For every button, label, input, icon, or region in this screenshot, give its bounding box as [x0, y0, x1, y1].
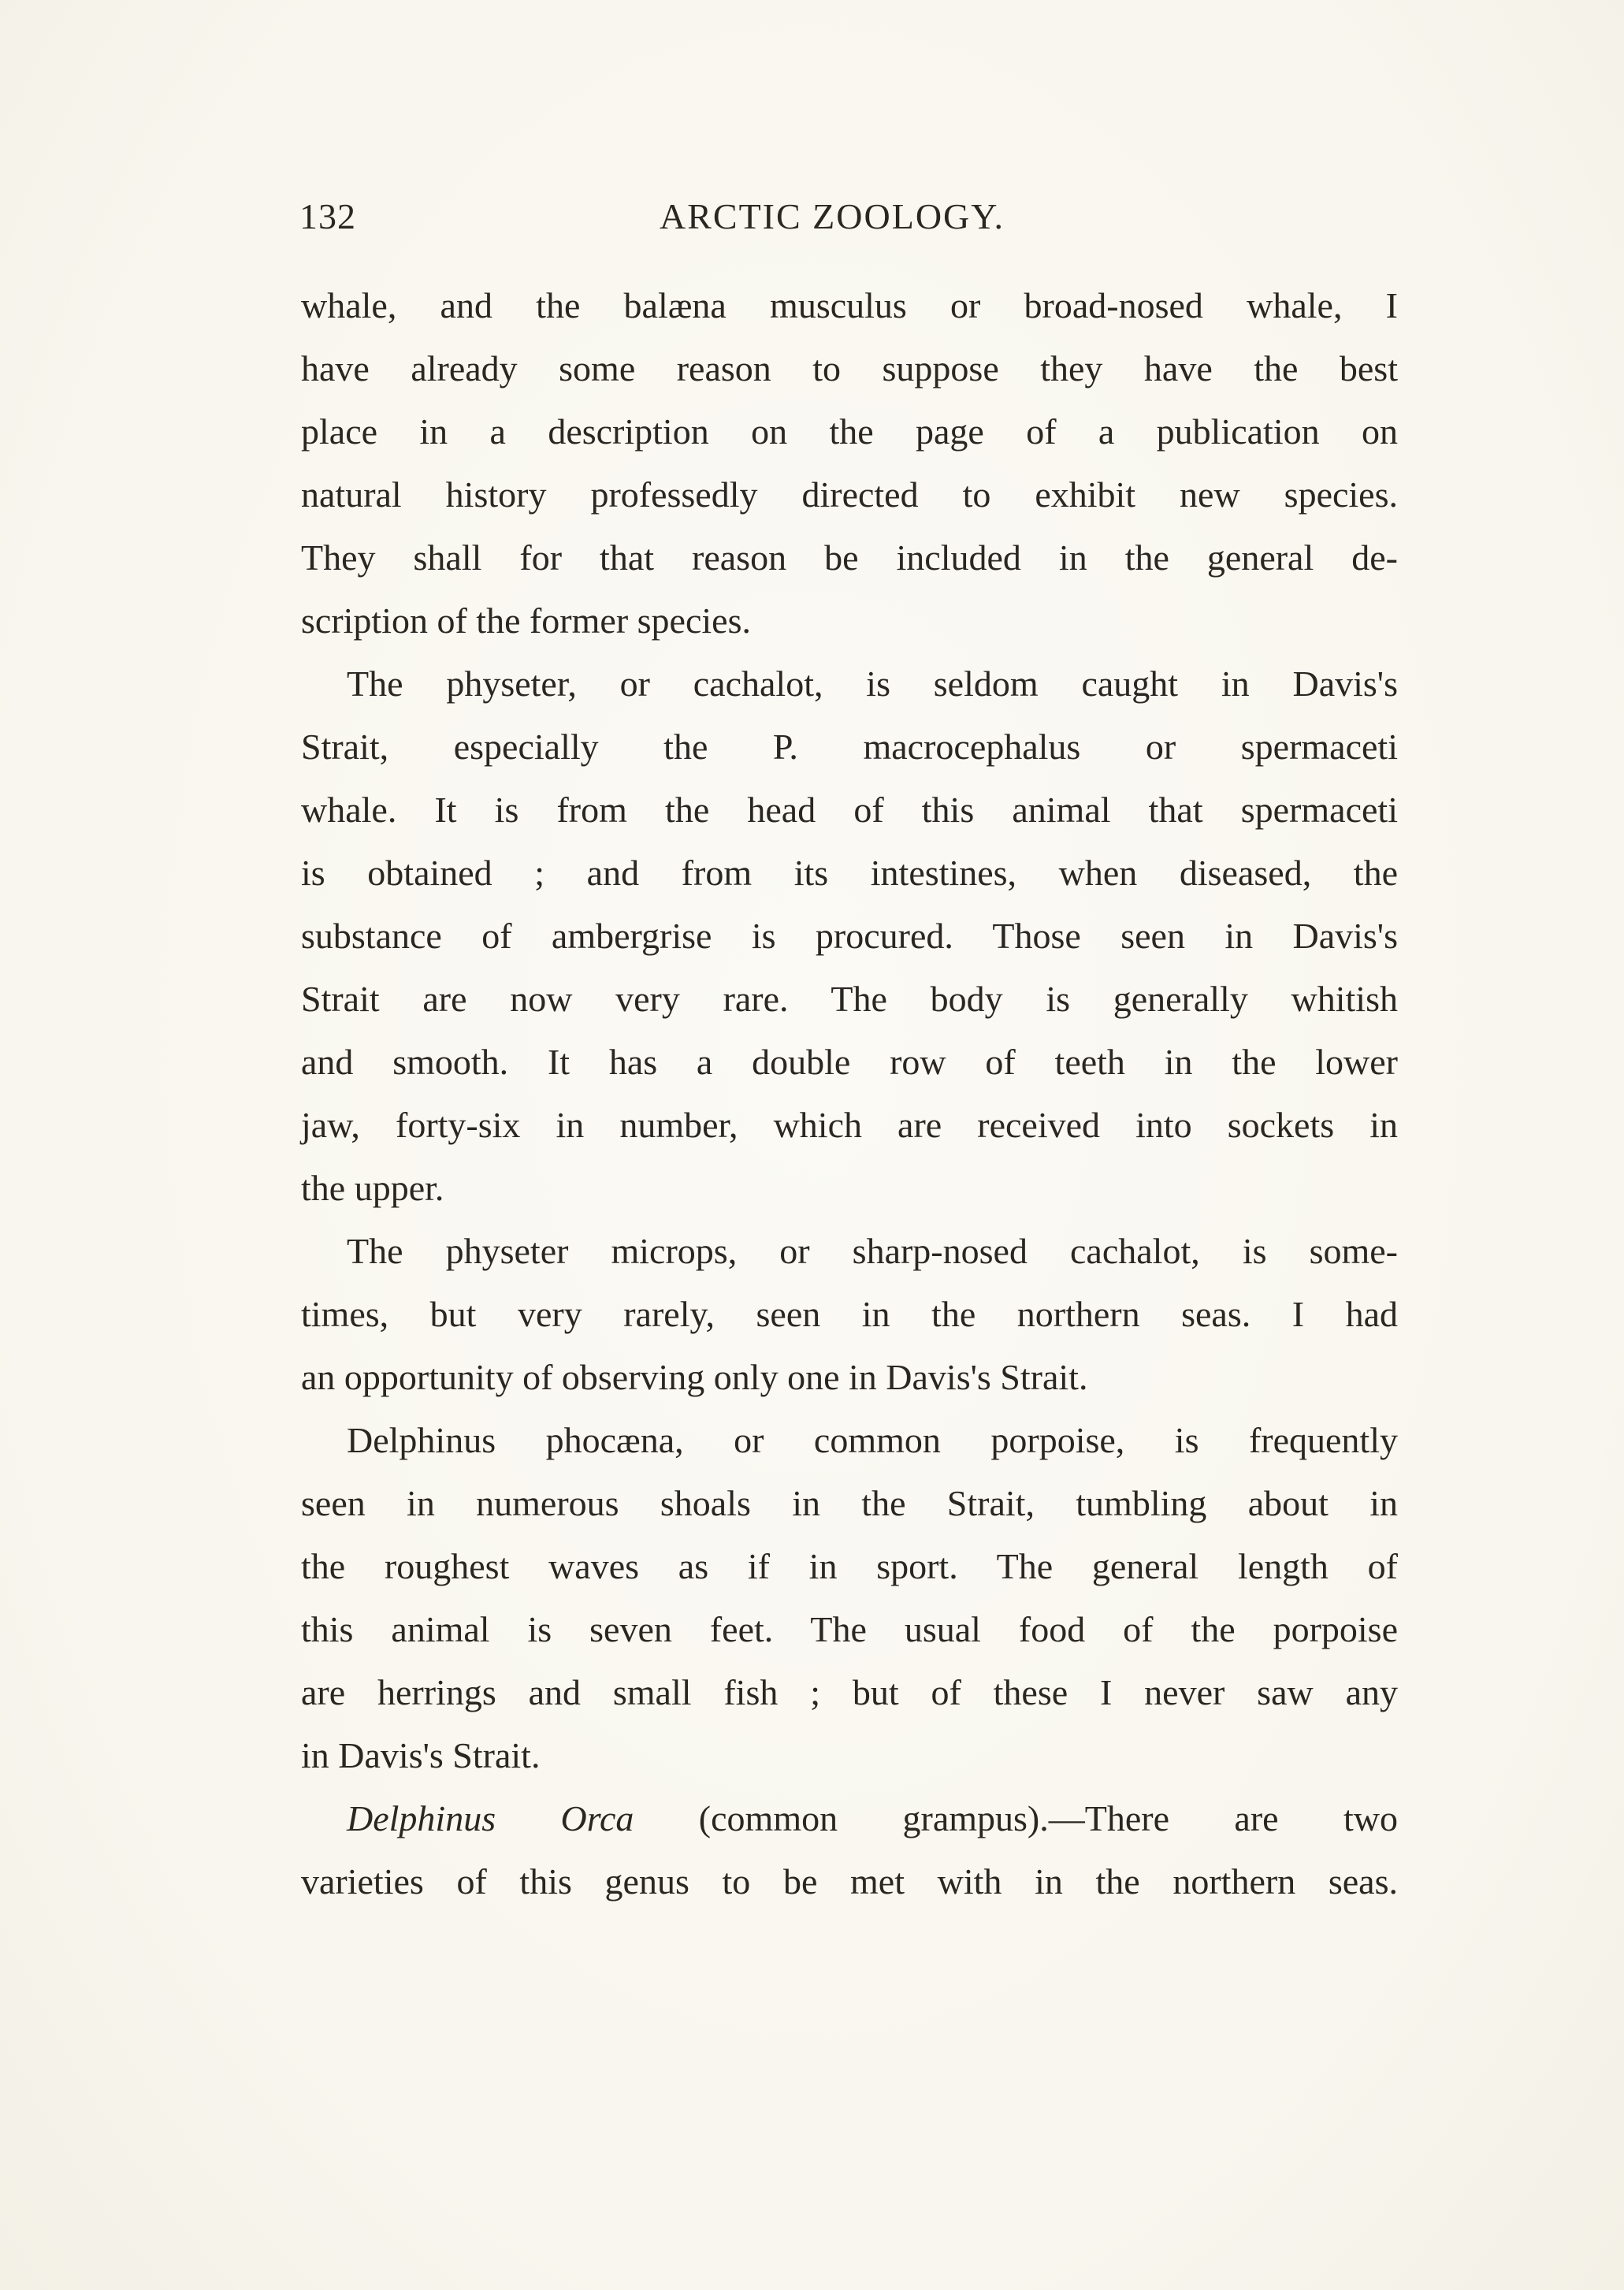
text-line: whale. It is from the head of this animal that spermaceti [301, 790, 1398, 830]
text-line: substance of ambergrise is procured. Those seen in Davis's [301, 916, 1398, 956]
text-line: seen in numerous shoals in the Strait, tumbling about in [301, 1483, 1398, 1523]
text-line: The physeter, or cachalot, is seldom caught in Davis's [347, 664, 1398, 704]
text-line: place in a description on the page of a publication on [301, 411, 1398, 452]
page-header [299, 189, 1403, 244]
text-line: have already some reason to suppose they have the best [301, 348, 1398, 388]
text-line-with-italic-lead [301, 1787, 1398, 1850]
text-line: the upper. [301, 1168, 444, 1208]
text-line: this animal is seven feet. The usual food of the porpoise [301, 1609, 1398, 1649]
running-head: ARCTIC ZOOLOGY. [660, 196, 1005, 236]
text-line: and smooth. It has a double row of teeth in the lower [301, 1042, 1398, 1082]
text-line: jaw, forty-six in number, which are received into sockets in [301, 1105, 1398, 1145]
text-line: natural history professedly directed to exhibit new species. [301, 474, 1398, 515]
body-text [301, 274, 1398, 1913]
page-number: 132 [299, 196, 356, 236]
text-line: are herrings and small fish ; but of these I never saw any [301, 1672, 1398, 1712]
text-line: whale, and the balæna musculus or broad-nosed whale, I [301, 285, 1398, 325]
text-line: Strait are now very rare. The body is generally whitish [301, 979, 1398, 1019]
text-line: times, but very rarely, seen in the northern seas. I had [301, 1294, 1398, 1334]
text-line: an opportunity of observing only one in Davis's Strait. [301, 1357, 1088, 1397]
italic-species-name: Delphinus Orca [347, 1798, 634, 1838]
text-line: Strait, especially the P. macrocephalus or spermaceti [301, 727, 1398, 767]
text-line: in Davis's Strait. [301, 1735, 541, 1775]
text-line: is obtained ; and from its intestines, when diseased, the [301, 853, 1398, 893]
text-line-remainder: (common grampus).—There are two [698, 1798, 1399, 1838]
text-line: varieties of this genus to be met with in the northern seas. [301, 1861, 1398, 1902]
text-line: the roughest waves as if in sport. The general length of [301, 1546, 1398, 1586]
text-line: Delphinus phocæna, or common porpoise, is frequently [347, 1420, 1398, 1460]
text-line: The physeter microps, or sharp-nosed cachalot, is some- [347, 1231, 1398, 1271]
text-line: scription of the former species. [301, 600, 751, 641]
text-line: They shall for that reason be included in the general de- [301, 537, 1398, 578]
